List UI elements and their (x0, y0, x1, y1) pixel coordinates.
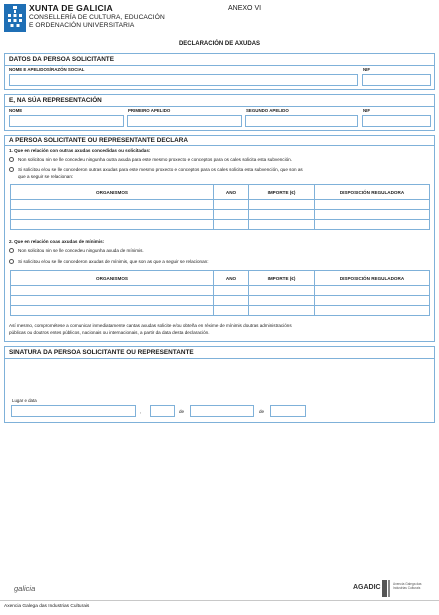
cell-input[interactable] (11, 220, 214, 230)
cell-input[interactable] (249, 200, 315, 210)
org-dept-line1: CONSELLERÍA DE CULTURA, EDUCACIÓN (29, 14, 165, 21)
q2-option2-radio[interactable] (9, 259, 14, 264)
cell-input[interactable] (315, 296, 430, 306)
cell-input[interactable] (11, 296, 214, 306)
question-1: 1. Que en relación con outras axudas concedidas ou solicitadas: (9, 148, 151, 153)
rep-nif-label: NIF (363, 108, 371, 113)
cell-input[interactable] (214, 210, 249, 220)
aids-table-2 (10, 270, 430, 316)
xunta-shield-logo (4, 4, 26, 32)
cell-input[interactable] (249, 220, 315, 230)
cell-input[interactable] (11, 286, 214, 296)
table-header-row (11, 185, 430, 200)
annex-label: ANEXO VI (228, 5, 262, 12)
col-ano: ANO (214, 271, 249, 286)
comma-separator: , (140, 409, 142, 414)
representative-section-title: E, NA SÚA REPRESENTACIÓN (9, 97, 102, 104)
name-label: NOME E APELIDOS/RAZÓN SOCIAL (9, 67, 85, 72)
cell-input[interactable] (315, 210, 430, 220)
cell-input[interactable] (315, 306, 430, 316)
table-row (11, 200, 430, 210)
q2-option2-label: Si solicitou e/ou se lle concederon axudas de mínimis, que son as que a seguir se relacionan: (18, 259, 209, 264)
place-date-label: Lugar e data (12, 398, 37, 403)
q1-option2-label-line1: Si solicitou e/ou se lle concederon outras axudas para este mesmo proxecto e conceptos para os cales solicita esta subvención, que son as (18, 167, 303, 172)
rep-name-field[interactable] (9, 115, 124, 127)
applicant-section-title: DATOS DA PERSOA SOLICITANTE (9, 56, 114, 63)
divider (4, 65, 435, 66)
cell-input[interactable] (249, 210, 315, 220)
de-separator-1: de (179, 409, 185, 414)
table-row (11, 306, 430, 316)
cell-input[interactable] (315, 286, 430, 296)
table-row (11, 296, 430, 306)
declaration-section-title: A PERSOA SOLICITANTE OU REPRESENTANTE DECLARA (9, 137, 188, 144)
rep-name-label: NOME (9, 108, 23, 113)
q2-option1-label: Non solicitou nin se lle concedeu ningunha axuda de mínimis. (18, 248, 144, 253)
agadic-logo-text: Axencia Galega das Industrias Culturais (393, 582, 422, 590)
rep-surname1-label: PRIMEIRO APELIDO (128, 108, 171, 113)
cell-input[interactable] (249, 306, 315, 316)
question-2: 2. Que en relación coas axudas de mínimis: (9, 239, 105, 244)
org-dept-line2: E ORDENACIÓN UNIVERSITARIA (29, 22, 135, 29)
cell-input[interactable] (249, 286, 315, 296)
cell-input[interactable] (315, 200, 430, 210)
signature-section-title: SINATURA DA PERSOA SOLICITANTE OU REPRESENTANTE (9, 349, 194, 356)
q1-option2-radio[interactable] (9, 167, 14, 172)
col-importe: IMPORTE (€) (249, 185, 315, 200)
day-field[interactable] (150, 405, 175, 417)
agadic-logo-mark (388, 580, 390, 597)
q1-option1-label: Non solicitou nin se lle concedeu ningunha outra axuda para este mesmo proxecto e conceptos para os cales solicita esta subvención. (18, 157, 293, 162)
cell-input[interactable] (214, 286, 249, 296)
col-organismos: ORGANISMOS (11, 185, 214, 200)
cell-input[interactable] (11, 306, 214, 316)
divider (4, 106, 435, 107)
galicia-logo: galicia (14, 584, 36, 593)
rep-surname2-field[interactable] (245, 115, 358, 127)
cell-input[interactable] (315, 220, 430, 230)
rep-nif-field[interactable] (362, 115, 431, 127)
closing-statement-line1: Así mesmo, comprométese a comunicar inmediatamente cantas axudas solicite e/ou obteña en réxime de mínimis doutras administracións (9, 323, 292, 328)
table-header-row (11, 271, 430, 286)
col-organismos: ORGANISMOS (11, 271, 214, 286)
table-row (11, 286, 430, 296)
q2-option1-radio[interactable] (9, 248, 14, 253)
year-field[interactable] (270, 405, 306, 417)
table-row (11, 220, 430, 230)
cell-input[interactable] (249, 296, 315, 306)
col-disposicion: DISPOSICIÓN REGULADORA (315, 185, 430, 200)
applicant-nif-field[interactable] (362, 74, 431, 86)
rep-surname2-label: SEGUNDO APELIDO (246, 108, 289, 113)
cell-input[interactable] (214, 296, 249, 306)
cell-input[interactable] (214, 306, 249, 316)
divider (4, 358, 435, 359)
closing-statement-line2: públicas ou doutros entes públicos, nacionais ou internacionais, a partir da data desta declaración. (9, 330, 210, 335)
aids-table-1 (10, 184, 430, 230)
place-field[interactable] (11, 405, 136, 417)
org-name: XUNTA DE GALICIA (29, 3, 113, 13)
applicant-name-field[interactable] (9, 74, 358, 86)
col-importe: IMPORTE (€) (249, 271, 315, 286)
cell-input[interactable] (11, 200, 214, 210)
document-title: DECLARACIÓN DE AXUDAS (178, 41, 261, 47)
agadic-logo: AGADIC (353, 584, 381, 591)
footer-divider (0, 600, 439, 601)
cell-input[interactable] (214, 200, 249, 210)
table-row (11, 210, 430, 220)
de-separator-2: de (259, 409, 265, 414)
agadic-logo-mark (382, 580, 387, 597)
rep-surname1-field[interactable] (127, 115, 242, 127)
cell-input[interactable] (11, 210, 214, 220)
col-disposicion: DISPOSICIÓN REGULADORA (315, 271, 430, 286)
q1-option2-label-line2: que a seguir se relacionan: (18, 174, 74, 179)
q1-option1-radio[interactable] (9, 157, 14, 162)
nif-label: NIF (363, 67, 371, 72)
agency-name: Axencia Galega das Industrias Culturais (4, 604, 90, 609)
org-department (29, 14, 165, 30)
col-ano: ANO (214, 185, 249, 200)
cell-input[interactable] (214, 220, 249, 230)
divider (4, 145, 435, 146)
month-field[interactable] (190, 405, 254, 417)
